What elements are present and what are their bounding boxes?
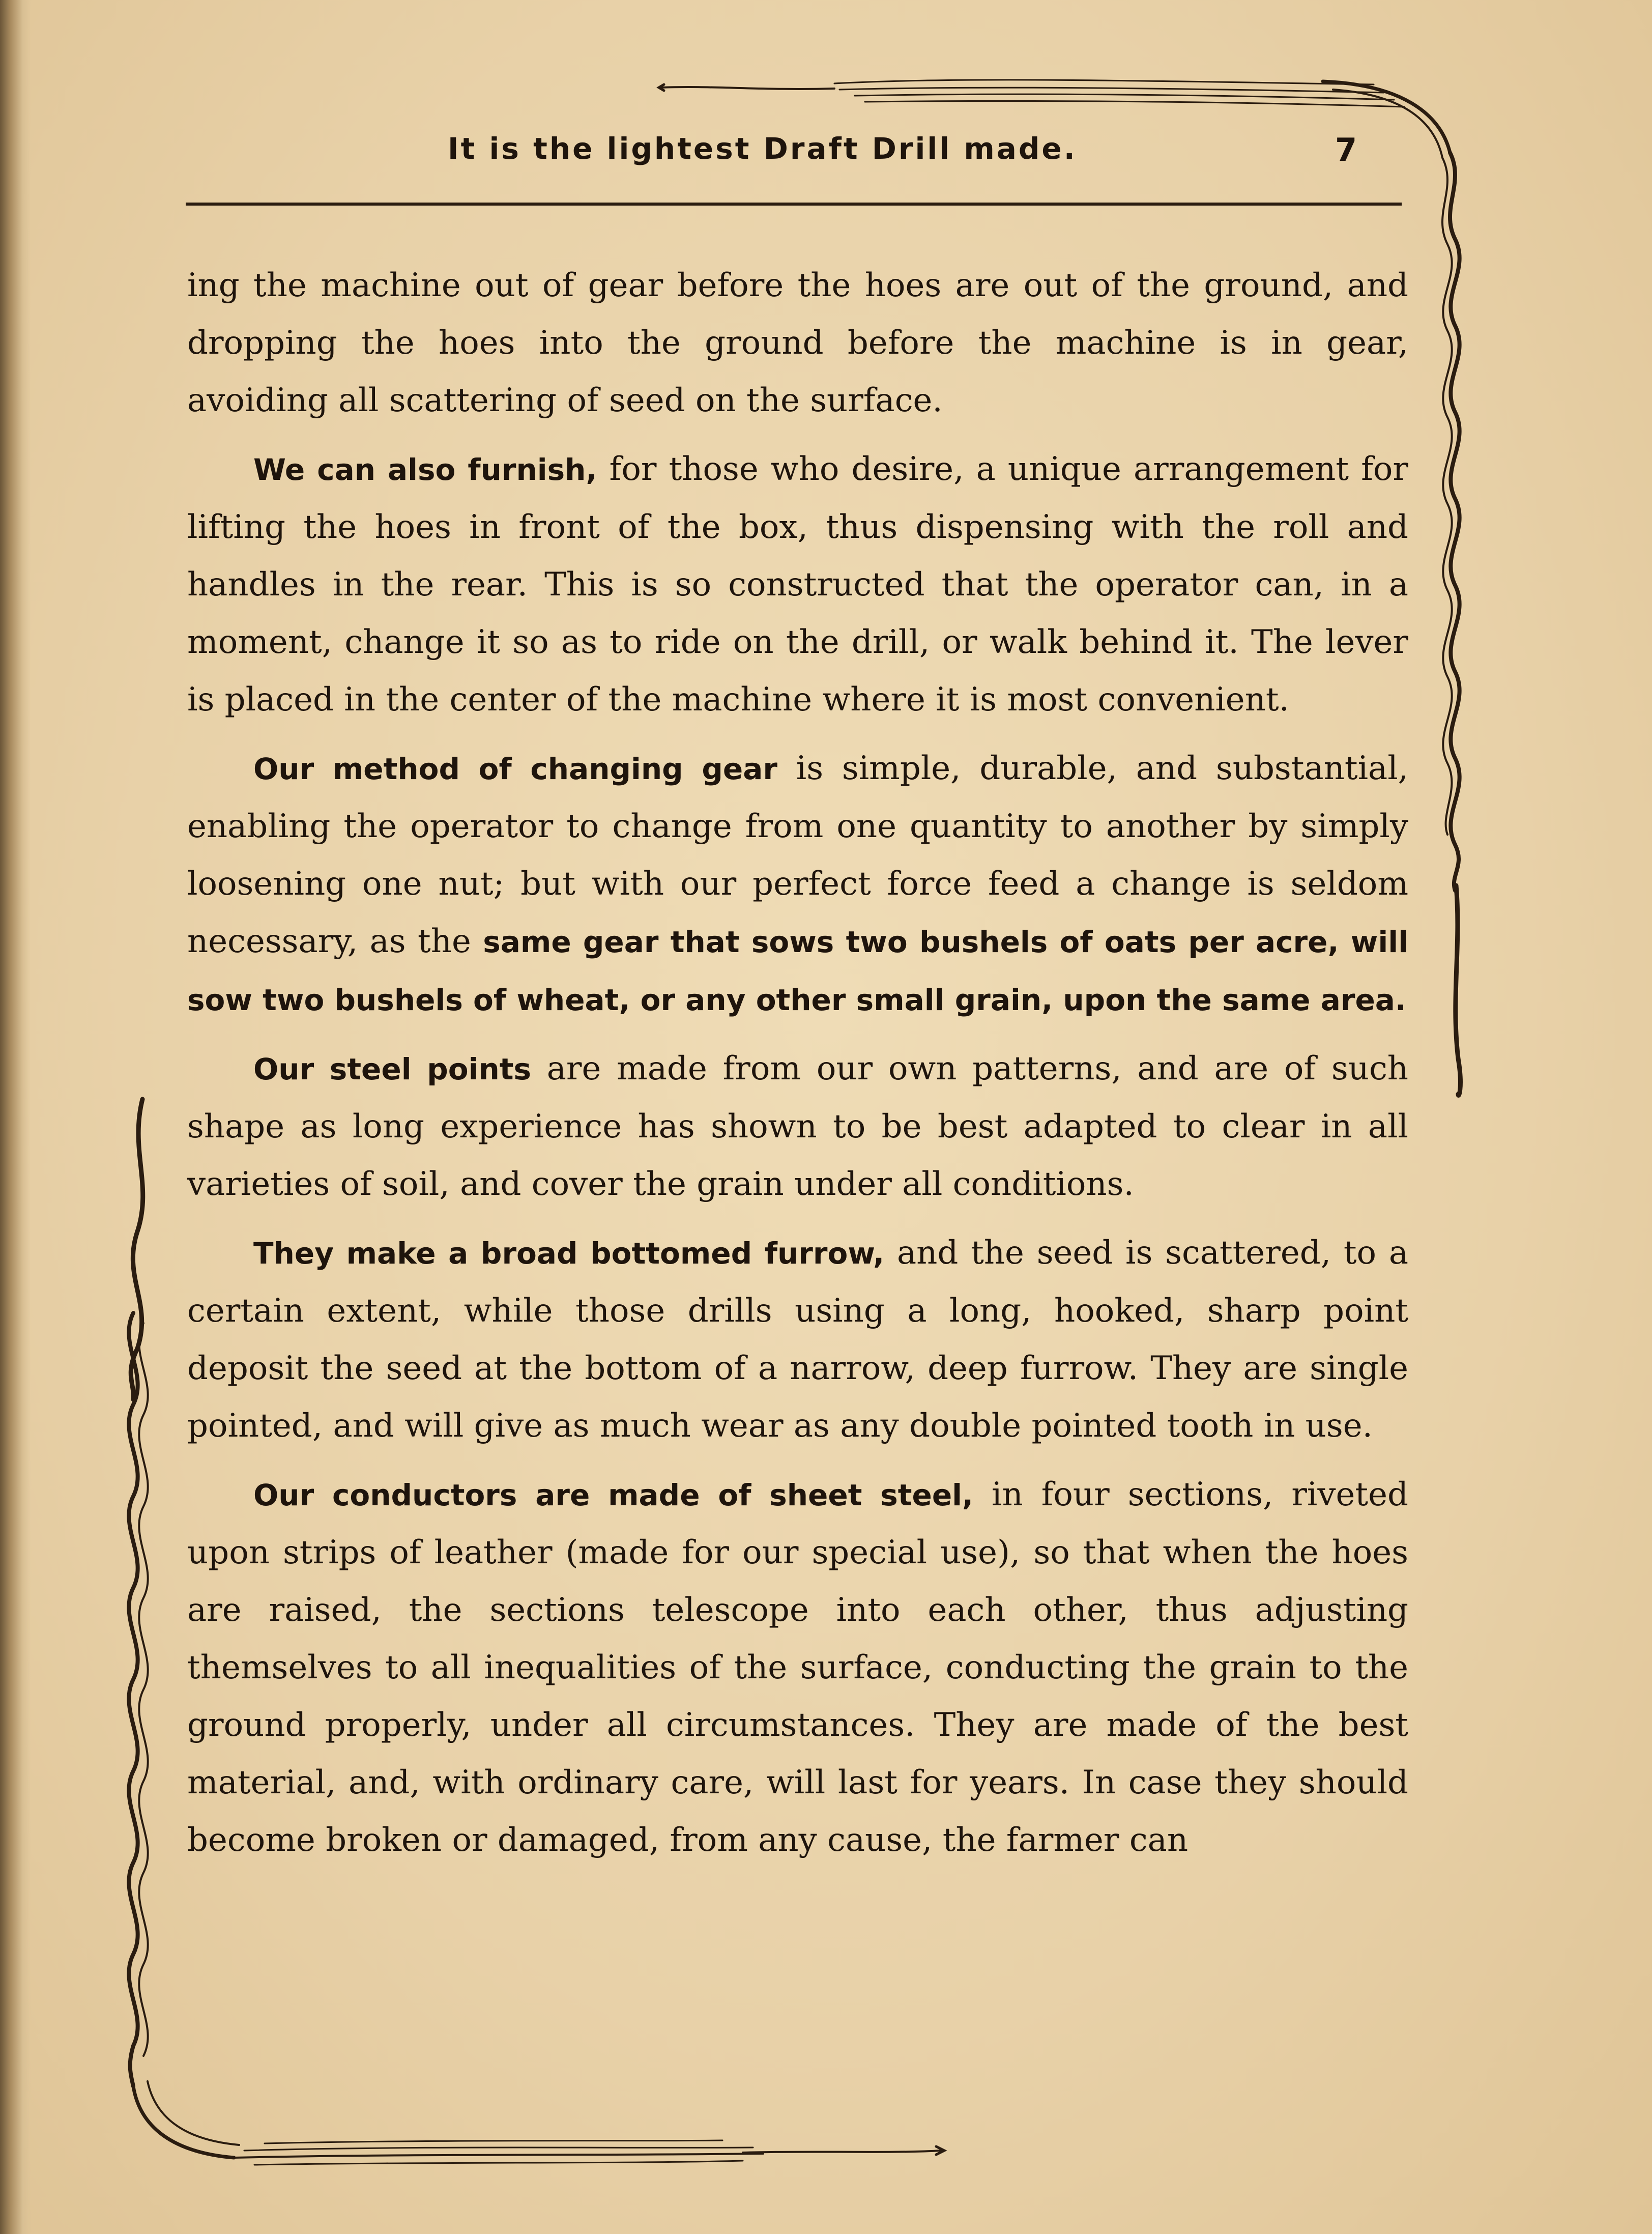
paragraph [187,1466,1408,1869]
paragraph [187,257,1408,429]
paragraph-lead: Our steel points [253,1052,531,1086]
paragraph-text: for those who desire, a unique arrangement for lifting the hoes in front of the box, thus dispensing with the roll and handles in the rear. This is so constructed that the operator can, in a moment, change it so as to ride on the drill, or walk behind it. The lever is placed in the center of the machine where it is most convenient. [187,450,1409,719]
paragraph-text: is simple, durable, and substantial, enabling the operator to change from one quantity to another by simply loosening one nut; but with our perfect force feed a change is seldom necessary, as the [187,750,1409,960]
paragraph [187,441,1408,729]
paragraph-text: in four sections, riveted upon strips of leather (made for our special use), so that when the hoes are raised, the sections telescope into each other, thus adjusting themselves to all inequalities of the surface, conducting the grain to the ground properly, under all circumstances. They are made of the best material, and, with ordinary care, will last for years. In case they should become broken or damaged, from any cause, the farmer can [187,1476,1408,1859]
header-rule [186,203,1402,206]
paragraph-text: are made from our own patterns, and are of such shape as long experience has shown to be best adapted to clear in all varieties of soil, and cover the grain under all conditions. [187,1050,1409,1203]
paragraph-lead: Our method of changing gear [253,752,777,786]
page-number: 7 [1335,131,1357,168]
running-head: It is the lightest Draft Drill made. [448,131,1077,166]
paragraph-text: ing the machine out of gear before the hoes are out of the ground, and dropping the hoes into the ground before the machine is in gear, avoiding all scattering of seed on the surface. [187,267,1408,419]
paragraph-lead: We can also furnish, [253,452,597,487]
paragraph [187,1224,1408,1455]
paragraph [187,1040,1408,1213]
paragraph-bold-text: same gear that sows two bushels of oats per acre, will sow two bushels of wheat, or any other small grain, upon the same area. [187,925,1408,1017]
binding-shadow [0,0,31,2234]
paragraph-lead: Our conductors are made of sheet steel, [253,1478,974,1512]
paragraph-text: and the seed is scattered, to a certain extent, while those drills using a long, hooked, sharp point deposit the seed at the bottom of a narrow, deep furrow. They are single pointed, and will give as much wear as any double pointed tooth in use. [187,1234,1409,1445]
paragraph-lead: They make a broad bottomed furrow, [253,1236,885,1271]
paragraph [187,740,1408,1029]
body-text [187,257,1408,1880]
